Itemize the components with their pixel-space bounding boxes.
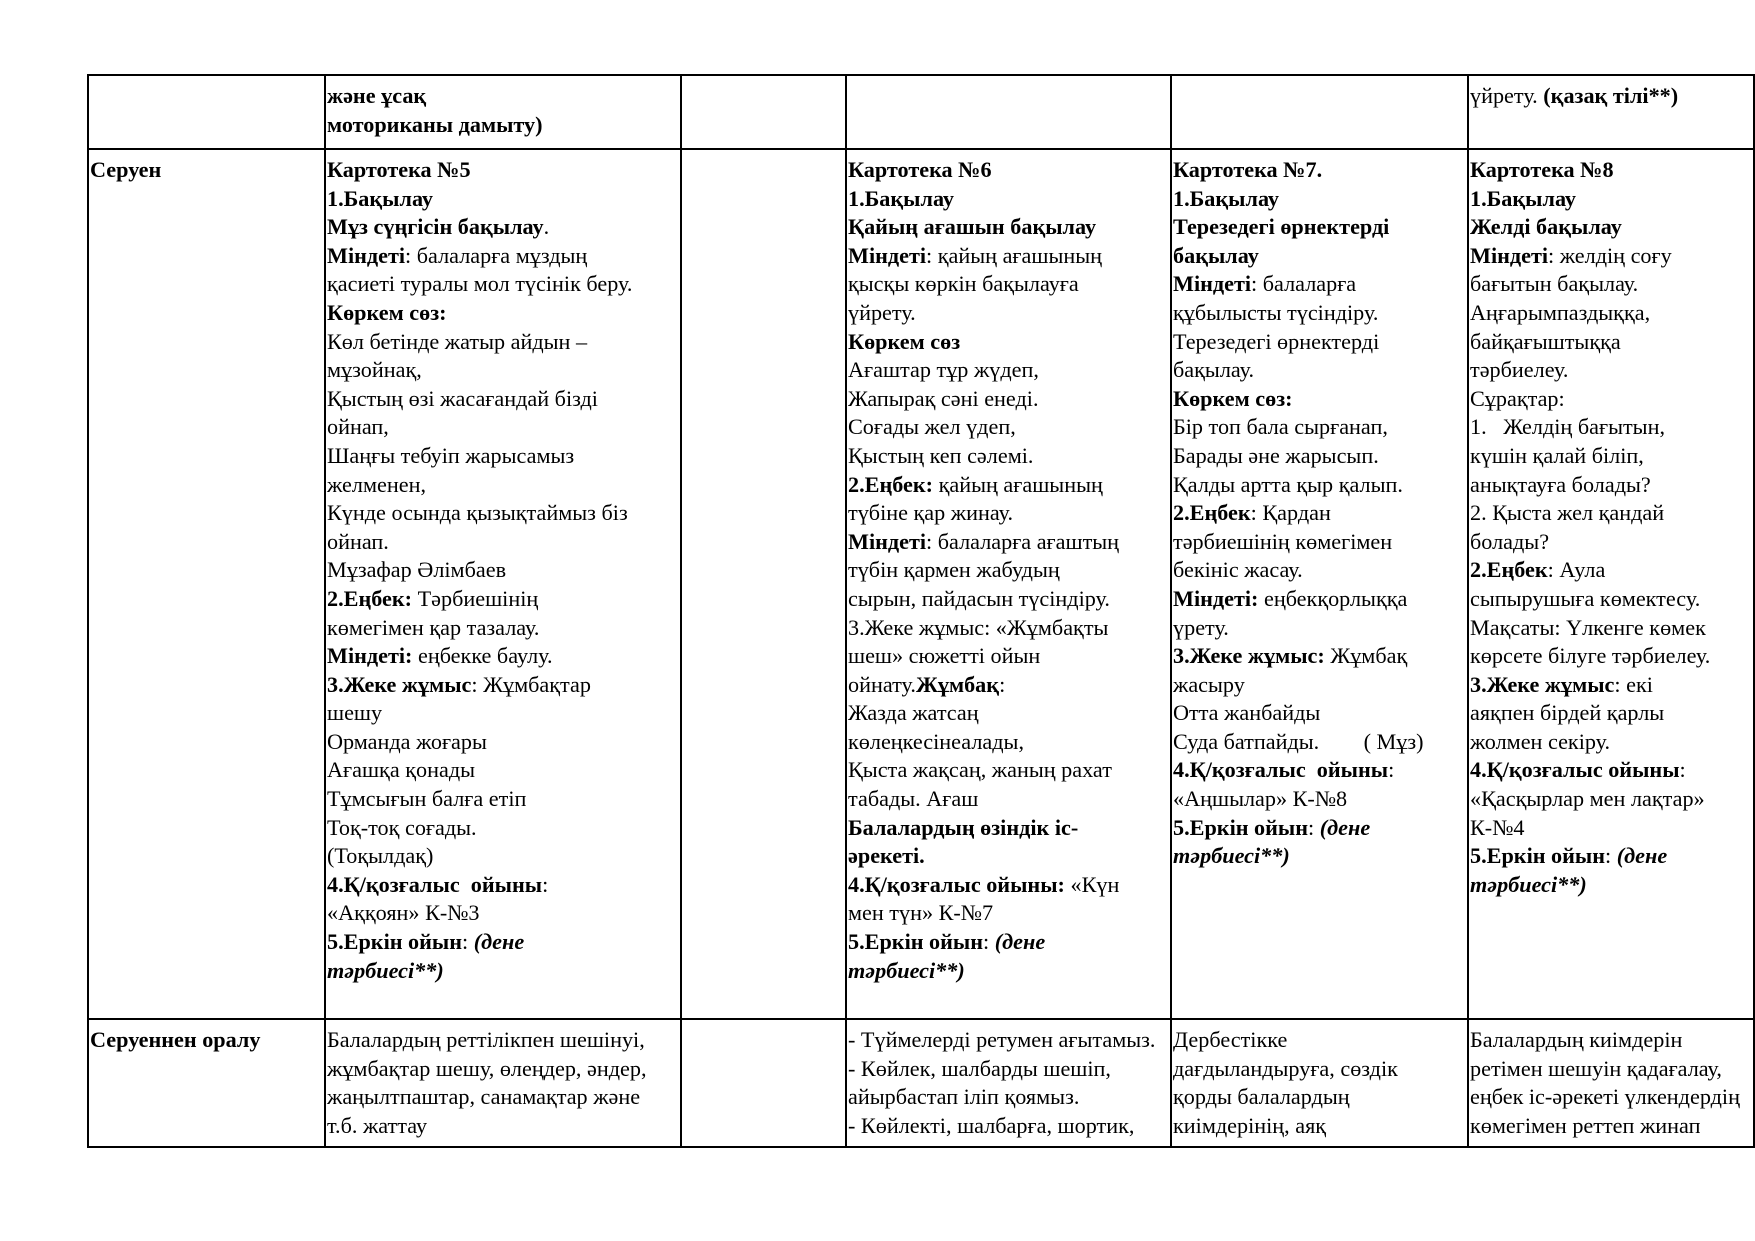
bold-italic-span: (дене — [1616, 843, 1668, 869]
text-line: Дербестікке — [1173, 1027, 1288, 1052]
text-span: : балаларға мұздың — [405, 242, 588, 268]
text-line: 1.Бақылау — [848, 185, 955, 211]
text-line: ойнап. — [327, 528, 389, 554]
cell-walk-card7 — [1171, 149, 1468, 1019]
text-line: Қалды артта қыр қалып. — [1173, 471, 1403, 497]
bold-span: Міндеті — [1470, 242, 1549, 268]
bold-span: Міндеті — [848, 528, 927, 554]
bold-span: Міндеті: — [327, 643, 413, 669]
cell-top-col6 — [1468, 75, 1754, 149]
row-label-return — [88, 1019, 325, 1147]
text-line: «Аңшылар» К-№8 — [1173, 786, 1348, 812]
text-span: : екі — [1614, 671, 1653, 697]
text-span: : — [1388, 757, 1395, 783]
text-line: көмегімен реттеп жинап — [1470, 1112, 1701, 1138]
text-line — [848, 242, 1170, 271]
text-span: : балаларға — [1251, 271, 1357, 297]
text-span: : Қардан — [1250, 500, 1331, 526]
bold-span: 2.Еңбек: — [848, 471, 934, 497]
bold-span: 3.Жеке жұмыс — [327, 671, 472, 697]
text-line: дағдыландыруға, сөздік — [1173, 1055, 1398, 1081]
bold-span: Міндеті — [327, 242, 406, 268]
text-line: шеш» сюжетті ойын — [848, 643, 1041, 669]
text-span: : — [1308, 814, 1320, 840]
text-span: : — [983, 929, 995, 955]
text-line: Соғады жел үдеп, — [848, 414, 1016, 440]
text-line: Бір топ бала сырғанап, — [1173, 414, 1388, 440]
text-line — [1470, 756, 1753, 785]
text-line: Балалардың өзіндік іс- — [848, 814, 1079, 840]
text-line: жұмбақтар шешу, өлеңдер, әндер, — [327, 1055, 647, 1081]
text-line: «Қасқырлар мен лақтар» — [1470, 786, 1705, 812]
text-line: қысқы көркін бақылауға — [848, 271, 1079, 297]
bold-span: Міндеті: — [1173, 585, 1259, 611]
text-line — [327, 585, 680, 614]
card-title: Картотека №8 — [1470, 157, 1614, 182]
text-line: сыпырушыға көмектесу. — [1470, 585, 1701, 611]
text-line: тәрбиешінің көмегімен — [1173, 528, 1393, 554]
text-line: Терезедегі өрнектерді — [1173, 328, 1380, 354]
text-line: күшін қалай біліп, — [1470, 442, 1644, 468]
text-line — [1470, 556, 1753, 585]
card-title: Картотека №7. — [1173, 157, 1323, 182]
table-row-walk — [88, 149, 1754, 1019]
text-line: 1.Бақылау — [1470, 185, 1577, 211]
text-line: Қайың ағашын бақылау — [848, 214, 1097, 240]
text-line: Отта жанбайды — [1173, 700, 1321, 726]
text-line: және ұсақ — [327, 83, 427, 108]
text-span: : балаларға ағаштың — [926, 528, 1120, 554]
text-span: Тәрбиешінің — [412, 585, 539, 611]
cell-walk-card6 — [846, 149, 1171, 1019]
table-row-return — [88, 1019, 1754, 1147]
bold-span: 5.Еркін ойын — [1470, 843, 1606, 869]
cell-empty — [88, 75, 325, 149]
text-span: Жұмбақ — [1324, 643, 1408, 669]
text-line: көрсете білуге тәрбиелеу. — [1470, 643, 1711, 669]
cell-empty — [1171, 75, 1468, 149]
text-span: : — [999, 671, 1006, 697]
bold-span: 5.Еркін ойын — [327, 929, 463, 955]
row-title: Серуен — [90, 157, 162, 182]
bold-span: 4.Қ/қозғалыс ойыны — [1470, 757, 1680, 783]
text-line: түбіне қар жинау. — [848, 500, 1013, 526]
text-line: үрету. — [1173, 614, 1229, 640]
text-line: Барады әне жарысып. — [1173, 442, 1379, 468]
text-line: т.б. жаттау — [327, 1112, 428, 1138]
cell-empty — [846, 75, 1171, 149]
text-line — [848, 528, 1170, 557]
cell-return-col6 — [1468, 1019, 1754, 1147]
text-line: Күнде осында қызықтаймыз біз — [327, 500, 628, 526]
text-line — [1470, 671, 1753, 700]
text-line: 1. Желдің бағытын, — [1470, 414, 1665, 440]
text-line: көлеңкесінеалады, — [848, 728, 1025, 754]
text-line: желменен, — [327, 471, 426, 497]
text-line: Терезедегі өрнектерді — [1173, 214, 1390, 240]
text-line: құбылысты түсіндіру. — [1173, 299, 1379, 325]
text-span: : — [462, 929, 474, 955]
text-span: : қайың ағашының — [926, 242, 1103, 268]
text-line: үйрету. — [848, 299, 916, 325]
bold-span: 5.Еркін ойын — [1173, 814, 1309, 840]
card-title: Картотека №5 — [327, 157, 471, 182]
cell-walk-card5 — [325, 149, 681, 1019]
text-line: анықтауға болады? — [1470, 471, 1651, 497]
text-line: Мұз сүңгісін бақылау. — [327, 214, 550, 240]
bold-span: Міндеті — [1173, 271, 1252, 297]
text-span: «Күн — [1064, 871, 1120, 897]
text-line: Қыстың кеп сәлемі. — [848, 442, 1034, 468]
text-span: еңбекке баулу. — [412, 643, 553, 669]
bold-span: (қазақ тілі**) — [1543, 83, 1679, 108]
text-line — [327, 671, 680, 700]
table-row-top — [88, 75, 1754, 149]
bold-span: Міндеті — [848, 242, 927, 268]
bold-span: 2.Еңбек: — [327, 585, 413, 611]
text-line: киімдерінің, аяқ — [1173, 1112, 1327, 1138]
text-line — [1173, 499, 1467, 528]
text-line: Қыста жақсаң, жаның рахат — [848, 757, 1112, 783]
plan-table — [87, 74, 1755, 1148]
bold-span: 3.Жеке жұмыс: — [1173, 643, 1325, 669]
bold-span: 4.Қ/қозғалыс ойыны — [327, 871, 543, 897]
cell-return-col2 — [325, 1019, 681, 1147]
bold-span: Мұз сүңгісін бақылау — [327, 214, 544, 240]
text-line — [1173, 270, 1467, 299]
text-line: - Түймелерді ретумен ағытамыз. — [848, 1027, 1156, 1052]
text-line: Көркем сөз: — [1173, 385, 1293, 411]
text-line: болады? — [1470, 528, 1550, 554]
text-line: Ағаштар тұр жүдеп, — [848, 357, 1039, 383]
bold-span: 4.Қ/қозғалыс ойыны: — [848, 871, 1065, 897]
text-line: Көркем сөз — [848, 328, 961, 354]
text-line: - Көйлекті, шалбарға, шортик, — [848, 1112, 1135, 1138]
row-label-walk — [88, 149, 325, 1019]
text-line — [1173, 585, 1467, 614]
text-line: тәрбиесі**) — [1173, 843, 1290, 869]
text-span: ойнату. — [848, 671, 916, 697]
text-line: Сұрақтар: — [1470, 385, 1565, 411]
text-line — [848, 471, 1170, 500]
cell-top-col2 — [325, 75, 681, 149]
bold-italic-span: (дене — [994, 929, 1046, 955]
text-line: жолмен секіру. — [1470, 728, 1611, 754]
text-line — [848, 928, 1170, 957]
text-line: Балалардың киімдерін — [1470, 1027, 1683, 1052]
row-title: Серуеннен оралу — [90, 1027, 261, 1052]
text-line — [1173, 814, 1467, 843]
text-line: (Тоқылдақ) — [327, 843, 434, 869]
text-span: : — [1605, 843, 1617, 869]
text-line: мұзойнақ, — [327, 357, 422, 383]
text-line: Шаңғы тебуіп жарысамыз — [327, 442, 575, 468]
text-line: Мақсаты: Үлкенге көмек — [1470, 614, 1706, 640]
text-line: байқағыштыққа — [1470, 328, 1621, 354]
text-line: Жазда жатсаң — [848, 700, 979, 726]
text-line: бақылау. — [1173, 357, 1255, 383]
text-line: моториканы дамыту) — [327, 111, 543, 137]
bold-span: 4.Қ/қозғалыс ойыны — [1173, 757, 1389, 783]
text-line: тәрбиесі**) — [1470, 871, 1587, 897]
text-span: қайың ағашының — [933, 471, 1103, 497]
text-line: Тұмсығын балға етіп — [327, 786, 527, 812]
cell-empty — [681, 75, 846, 149]
text-line: айырбастап іліп қоямыз. — [848, 1084, 1080, 1110]
text-line: сырын, пайдасын түсіндіру. — [848, 585, 1110, 611]
text-line: тәрбиелеу. — [1470, 357, 1569, 383]
cell-walk-card8 — [1468, 149, 1754, 1019]
bold-span: 2.Еңбек — [1173, 500, 1251, 526]
bold-span: 2.Еңбек — [1470, 557, 1548, 583]
text-line: жасыру — [1173, 671, 1245, 697]
bold-span: Жұмбақ — [915, 671, 1000, 697]
text-line — [848, 671, 1170, 700]
text-line — [1470, 842, 1753, 871]
text-line — [1470, 242, 1753, 271]
text-line: табады. Ағаш — [848, 786, 979, 812]
text-line — [848, 871, 1170, 900]
text-line: жаңылтпаштар, санамақтар және — [327, 1084, 641, 1110]
text-line: Орманда жоғары — [327, 728, 487, 754]
cell-return-col4 — [846, 1019, 1171, 1147]
text-line: көмегімен қар тазалау. — [327, 614, 540, 640]
text-span: еңбекқорлыққа — [1258, 585, 1408, 611]
card-title: Картотека №6 — [848, 157, 992, 182]
text-line: Мұзафар Әлімбаев — [327, 557, 507, 583]
text-line: 2. Қыста жел қандай — [1470, 500, 1665, 526]
text-span: : — [1679, 757, 1686, 783]
text-line: қорды балалардың — [1173, 1084, 1350, 1110]
text-span: үйрету. — [1470, 83, 1544, 108]
text-span: : Аула — [1547, 557, 1606, 583]
text-line: Ағашқа қонады — [327, 757, 476, 783]
bold-span: 3.Жеке жұмыс — [1470, 671, 1615, 697]
text-line: Желді бақылау — [1470, 214, 1622, 240]
text-line: Қыстың өзі жасағандай бізді — [327, 385, 598, 411]
text-line: аяқпен бірдей қарлы — [1470, 700, 1665, 726]
text-line — [1470, 82, 1753, 111]
text-line: мен түн» К-№7 — [848, 900, 994, 926]
text-line — [327, 871, 680, 900]
text-line: ретімен шешуін қадағалау, — [1470, 1055, 1722, 1081]
text-line: ойнап, — [327, 414, 389, 440]
text-line: «Аққоян» К-№3 — [327, 900, 480, 926]
text-line: қасиеті туралы мол түсінік беру. — [327, 271, 633, 297]
text-line: К-№4 — [1470, 814, 1525, 840]
text-line: еңбек іс-әрекеті үлкендердің — [1470, 1084, 1740, 1110]
bold-italic-span: (дене — [473, 929, 525, 955]
text-span: : — [542, 871, 549, 897]
text-line: бекініс жасау. — [1173, 557, 1303, 583]
text-span: : Жұмбақтар — [471, 671, 591, 697]
text-line: әрекеті. — [848, 843, 925, 869]
text-line — [327, 242, 680, 271]
text-line: Аңғарымпаздыққа, — [1470, 299, 1651, 325]
text-line: Балалардың реттілікпен шешінуі, — [327, 1027, 645, 1052]
cell-return-col5 — [1171, 1019, 1468, 1147]
text-line: 3.Жеке жұмыс: «Жұмбақты — [848, 614, 1109, 640]
text-line: - Көйлек, шалбарды шешіп, — [848, 1055, 1111, 1081]
cell-empty — [681, 1019, 846, 1147]
text-line: тәрбиесі**) — [327, 957, 444, 983]
text-line: 1.Бақылау — [1173, 185, 1280, 211]
text-line: Көркем сөз: — [327, 299, 447, 325]
text-line: шешу — [327, 700, 383, 726]
bold-span: 5.Еркін ойын — [848, 929, 984, 955]
text-line: бақылау — [1173, 242, 1259, 268]
text-line — [1173, 642, 1467, 671]
text-line: 1.Бақылау — [327, 185, 434, 211]
text-line: Суда батпайды. ( Мұз) — [1173, 728, 1424, 754]
text-line: Тоқ-тоқ соғады. — [327, 814, 477, 840]
text-line — [327, 928, 680, 957]
text-line: тәрбиесі**) — [848, 957, 965, 983]
text-line — [327, 642, 680, 671]
text-line — [1173, 756, 1467, 785]
text-line: Жапырақ сәні енеді. — [848, 385, 1039, 411]
cell-empty — [681, 149, 846, 1019]
bold-italic-span: (дене — [1319, 814, 1371, 840]
text-span: : желдің соғу — [1548, 242, 1672, 268]
text-line: бағытын бақылау. — [1470, 271, 1639, 297]
text-line: түбін қармен жабудың — [848, 557, 1060, 583]
text-line: Көл бетінде жатыр айдын – — [327, 328, 588, 354]
